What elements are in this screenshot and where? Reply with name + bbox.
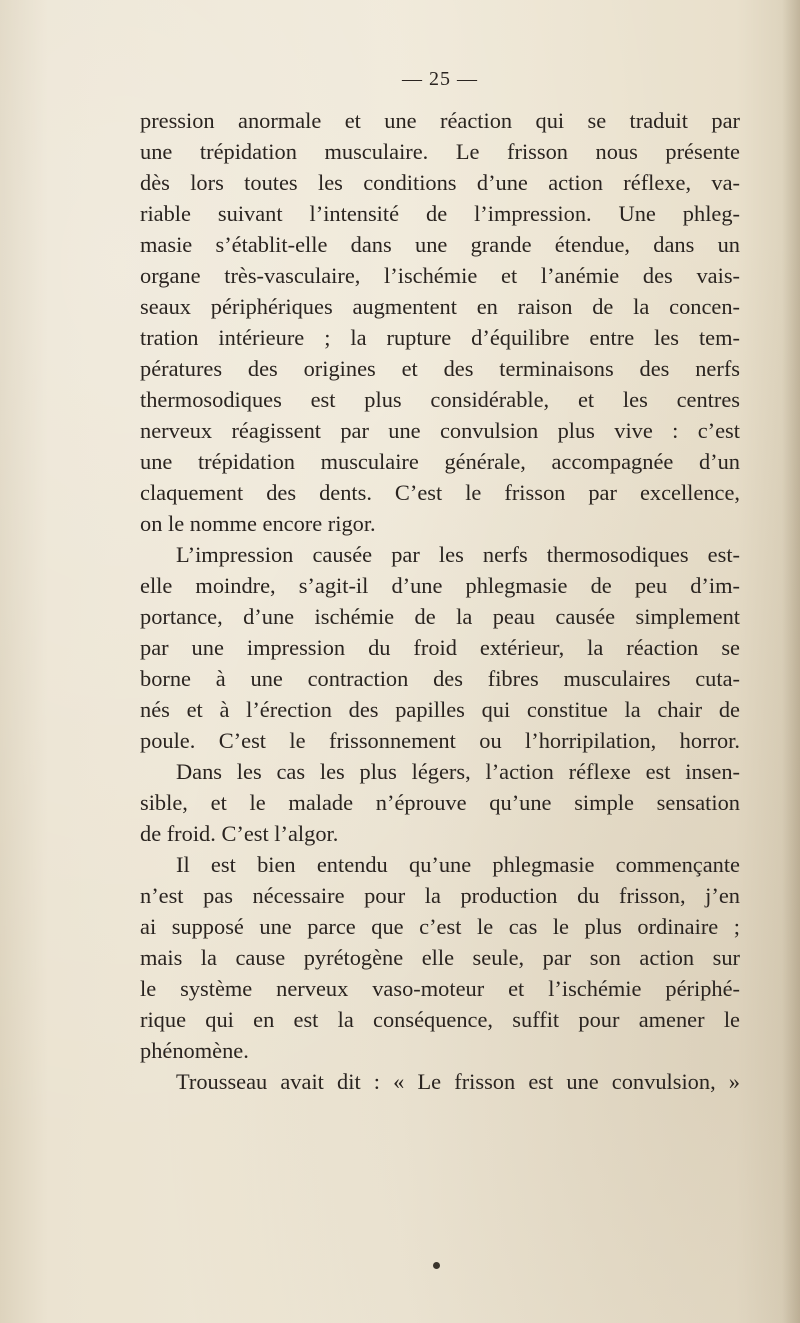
text-line: ai supposé une parce que c’est le cas le plus ordinaire ; — [140, 914, 740, 939]
ink-dot — [433, 1262, 440, 1269]
body-text — [140, 105, 740, 1097]
text-line: nés et à l’érection des papilles qui constitue la chair de — [140, 697, 740, 722]
text-line: rique qui en est la conséquence, suffit pour amener le — [140, 1007, 740, 1032]
text-line: mais la cause pyrétogène elle seule, par son action sur — [140, 945, 740, 970]
text-line: Dans les cas les plus légers, l’action réflexe est insen- — [176, 759, 740, 784]
text-line: masie s’établit-elle dans une grande étendue, dans un — [140, 232, 740, 257]
page-text-block — [140, 66, 740, 1097]
text-line: le système nerveux vaso-moteur et l’ischémie périphé- — [140, 976, 740, 1001]
text-line: tration intérieure ; la rupture d’équilibre entre les tem- — [140, 325, 740, 350]
text-line: nerveux réagissent par une convulsion plus vive : c’est — [140, 418, 740, 443]
text-line: une trépidation musculaire. Le frisson nous présente — [140, 139, 740, 164]
text-line: une trépidation musculaire générale, accompagnée d’un — [140, 449, 740, 474]
text-line: phénomène. — [140, 1038, 249, 1063]
text-line: pératures des origines et des terminaisons des nerfs — [140, 356, 740, 381]
text-line: Trousseau avait dit : « Le frisson est une convulsion, » — [176, 1069, 740, 1094]
page-edge-shadow — [782, 0, 800, 1323]
text-line: par une impression du froid extérieur, la réaction se — [140, 635, 740, 660]
text-line: seaux périphériques augmentent en raison de la concen- — [140, 294, 740, 319]
text-line: dès lors toutes les conditions d’une action réflexe, va- — [140, 170, 740, 195]
text-line: organe très-vasculaire, l’ischémie et l’anémie des vais- — [140, 263, 740, 288]
text-line: on le nomme encore rigor. — [140, 511, 376, 536]
text-line: poule. C’est le frissonnement ou l’horripilation, horror. — [140, 728, 740, 753]
text-line: sible, et le malade n’éprouve qu’une simple sensation — [140, 790, 740, 815]
text-line: claquement des dents. C’est le frisson par excellence, — [140, 480, 740, 505]
text-line: elle moindre, s’agit-il d’une phlegmasie de peu d’im- — [140, 573, 740, 598]
text-line: de froid. C’est l’algor. — [140, 821, 339, 846]
text-line: L’impression causée par les nerfs thermosodiques est- — [176, 542, 740, 567]
text-line: portance, d’une ischémie de la peau causée simplement — [140, 604, 740, 629]
text-line: pression anormale et une réaction qui se traduit par — [140, 108, 740, 133]
text-line: n’est pas nécessaire pour la production du frisson, j’en — [140, 883, 740, 908]
page-number: — 25 — — [402, 68, 478, 90]
text-line: borne à une contraction des fibres musculaires cuta- — [140, 666, 740, 691]
text-line: thermosodiques est plus considérable, et les centres — [140, 387, 740, 412]
text-line: Il est bien entendu qu’une phlegmasie commençante — [176, 852, 740, 877]
text-line: riable suivant l’intensité de l’impression. Une phleg- — [140, 201, 740, 226]
